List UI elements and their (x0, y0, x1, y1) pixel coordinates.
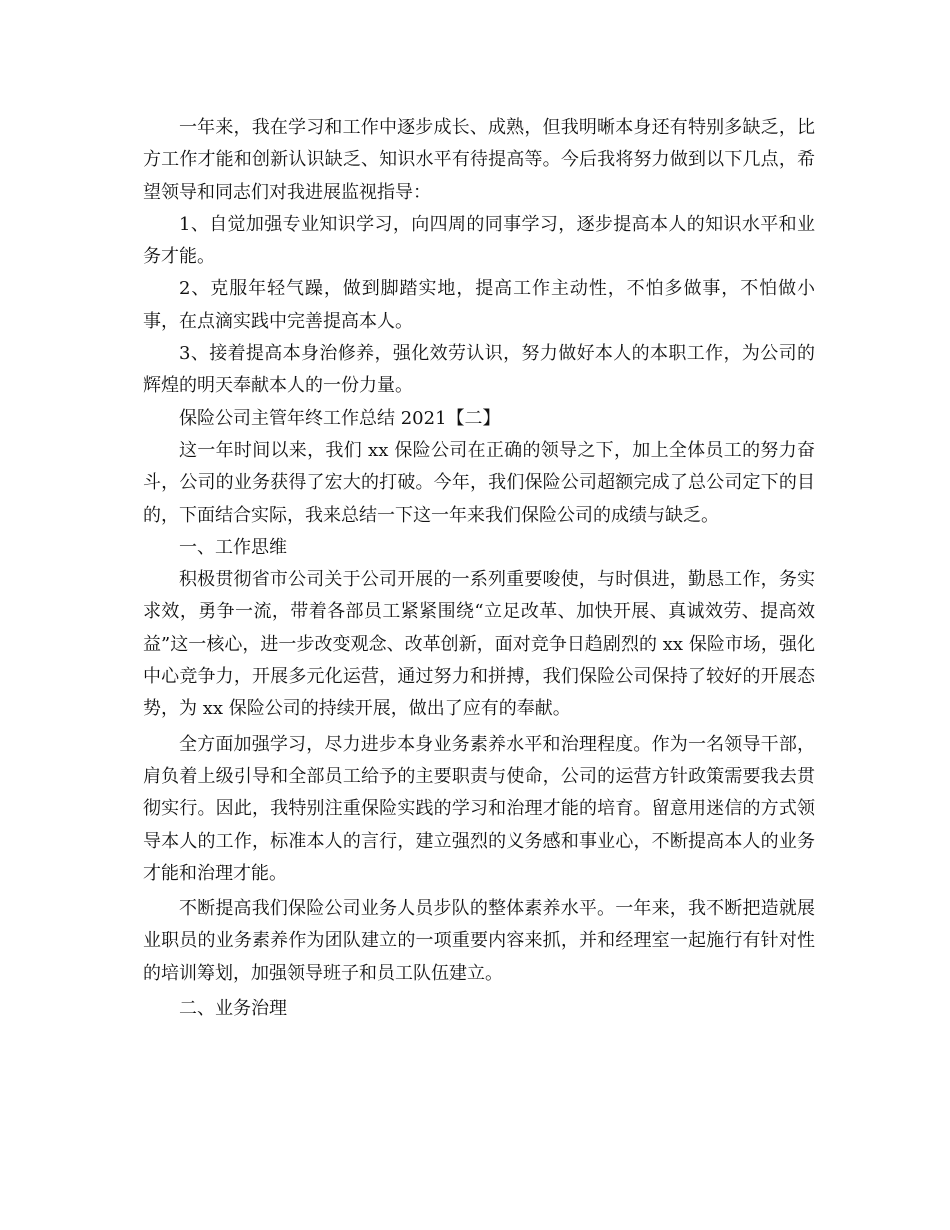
paragraph-learning: 全方面加强学习，尽力进步本身业务素养水平和治理程度。作为一名领导干部，肩负着上级引导和全部员工给予的主要职责与使命，公司的运营方针政策需要我去贯彻实行。因此，我特别注重保险实践的学习和治理才能的培育。留意用迷信的方式领导本人的工作，标准本人的言行，建立强烈的义务感和事业心，不断提高本人的业务才能和治理才能。 (143, 733, 815, 884)
paragraph-overview: 这一年时间以来，我们 xx 保险公司在正确的领导之下，加上全体员工的努力奋斗，公司的业务获得了宏大的打破。今年，我们保险公司超额完成了总公司定下的目的，下面结合实际，我来总结一下这一年来我们保险公司的成绩与缺乏。 (143, 439, 815, 526)
paragraph-work-thinking: 积极贯彻省市公司关于公司开展的一系列重要唆使，与时俱进，勤恳工作，务实求效，勇争一流，带着各部员工紧紧围绕“立足改革、加快开展、真诚效劳、提高效益”这一核心，进一步改变观念、改革创新，面对竞争日趋剧烈的 xx 保险市场，强化中心竞争力，开展多元化运营，通过努力和拼搏，我们保险公司保持了较好的开展态势，为 xx 保险公司的持续开展，做出了应有的奉献。 (143, 569, 815, 720)
list-item-1: 1、自觉加强专业知识学习，向四周的同事学习，逐步提高本人的知识水平和业务才能。 (143, 213, 815, 268)
document-body (143, 112, 815, 1025)
paragraph-intro: 一年来，我在学习和工作中逐步成长、成熟，但我明晰本身还有特别多缺乏，比方工作才能和创新认识缺乏、知识水平有待提高等。今后我将努力做到以下几点，希望领导和同志们对我进展监视指导： (143, 117, 815, 203)
heading-work-thinking: 一、工作思维 (179, 536, 287, 558)
paragraph-team: 不断提高我们保险公司业务人员步队的整体素养水平。一年来，我不断把造就展业职员的业务素养作为团队建立的一项重要内容来抓，并和经理室一起施行有针对性的培训筹划，加强领导班子和员工队伍建立。 (143, 898, 815, 984)
list-item-3: 3、接着提高本身治修养，强化效劳认识，努力做好本人的本职工作，为公司的辉煌的明天奉献本人的一份力量。 (143, 343, 815, 397)
section-title: 保险公司主管年终工作总结 2021【二】 (179, 407, 501, 429)
heading-business-management: 二、业务治理 (179, 998, 287, 1020)
list-item-2: 2、克服年轻气躁，做到脚踏实地，提高工作主动性，不怕多做事，不怕做小事，在点滴实践中完善提高本人。 (143, 278, 815, 332)
